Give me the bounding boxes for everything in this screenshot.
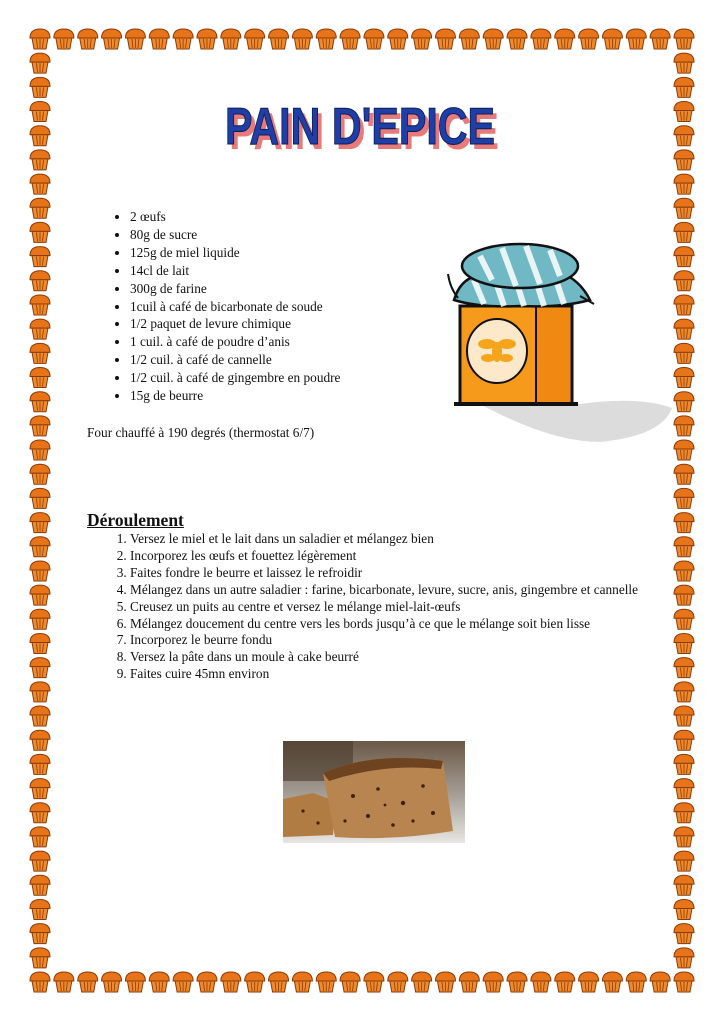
- muffin-icon: [316, 972, 336, 992]
- muffin-icon: [555, 29, 575, 49]
- muffin-icon: [30, 392, 50, 412]
- ingredient-item: • 300g de farine: [130, 280, 340, 298]
- muffin-icon: [30, 827, 50, 847]
- muffin-icon: [125, 972, 145, 992]
- muffin-icon: [674, 779, 694, 799]
- muffin-icon: [30, 368, 50, 388]
- muffin-icon: [245, 29, 265, 49]
- muffin-icon: [30, 222, 50, 242]
- muffin-icon: [674, 126, 694, 146]
- muffin-icon: [30, 779, 50, 799]
- muffin-icon: [364, 29, 384, 49]
- muffin-icon: [125, 29, 145, 49]
- muffin-icon: [30, 319, 50, 339]
- muffin-icon: [30, 585, 50, 605]
- muffin-icon: [30, 633, 50, 653]
- muffin-icon: [674, 827, 694, 847]
- muffin-icon: [269, 972, 289, 992]
- muffin-icon: [674, 464, 694, 484]
- muffin-icon: [30, 126, 50, 146]
- muffin-icon: [459, 972, 479, 992]
- muffin-icon: [674, 53, 694, 73]
- muffin-icon: [507, 972, 527, 992]
- muffin-icon: [316, 29, 336, 49]
- muffin-icon: [78, 29, 98, 49]
- ingredient-list: [88, 208, 340, 405]
- ingredient-item: • 1/2 paquet de levure chimique: [130, 315, 340, 333]
- muffin-icon: [149, 972, 169, 992]
- muffin-icon: [388, 972, 408, 992]
- muffin-icon: [674, 924, 694, 944]
- muffin-icon: [674, 102, 694, 122]
- muffin-icon: [674, 682, 694, 702]
- muffin-icon: [412, 29, 432, 49]
- muffin-icon: [507, 29, 527, 49]
- muffin-icon: [30, 102, 50, 122]
- muffin-icon: [674, 513, 694, 533]
- muffin-icon: [674, 77, 694, 97]
- muffin-icon: [626, 29, 646, 49]
- muffin-icon: [674, 29, 694, 49]
- muffin-icon: [674, 803, 694, 823]
- step-item: 6. Mélangez doucement du centre vers les bords jusqu’à ce que le mélange soit bien lisse: [130, 616, 690, 633]
- muffin-icon: [602, 29, 622, 49]
- step-item: 2. Incorporez les œufs et fouettez légèrement: [130, 548, 690, 565]
- muffin-icon: [78, 972, 98, 992]
- muffin-icon: [30, 682, 50, 702]
- muffin-icon: [30, 948, 50, 968]
- muffin-icon: [221, 29, 241, 49]
- ingredient-item: • 1/2 cuil. à café de cannelle: [130, 351, 340, 369]
- ingredient-item: • 80g de sucre: [130, 226, 340, 244]
- muffin-icon: [674, 488, 694, 508]
- step-item: 5. Creusez un puits au centre et versez le mélange miel-lait-œufs: [130, 599, 690, 616]
- muffin-icon: [340, 29, 360, 49]
- muffin-icon: [30, 730, 50, 750]
- muffin-icon: [30, 706, 50, 726]
- muffin-icon: [197, 972, 217, 992]
- muffin-icon: [674, 174, 694, 194]
- gingerbread-photo: [283, 741, 465, 843]
- muffin-icon: [674, 150, 694, 170]
- muffin-icon: [30, 609, 50, 629]
- muffin-icon: [30, 537, 50, 557]
- muffin-icon: [30, 150, 50, 170]
- ingredient-item: • 1/2 cuil. à café de gingembre en poudre: [130, 369, 340, 387]
- muffin-icon: [340, 972, 360, 992]
- muffin-icon: [531, 29, 551, 49]
- muffin-icon: [674, 948, 694, 968]
- muffin-icon: [435, 972, 455, 992]
- oven-note: Four chauffé à 190 degrés (thermostat 6/7): [87, 425, 315, 440]
- muffin-icon: [197, 29, 217, 49]
- title-shadow: PAIN D'EPICE: [229, 103, 499, 161]
- muffin-icon: [30, 198, 50, 218]
- muffin-icon: [579, 29, 599, 49]
- muffin-icon: [483, 29, 503, 49]
- ingredient-item: • 15g de beurre: [130, 387, 340, 405]
- step-item: 3. Faites fondre le beurre et laissez le refroidir: [130, 565, 690, 582]
- muffin-icon: [626, 972, 646, 992]
- step-item: 1. Versez le miel et le lait dans un saladier et mélangez bien: [130, 531, 690, 548]
- muffin-icon: [435, 29, 455, 49]
- steps-heading: Déroulement: [87, 510, 184, 530]
- ingredient-item: • 2 œufs: [130, 208, 340, 226]
- muffin-icon: [30, 464, 50, 484]
- muffin-icon: [30, 924, 50, 944]
- muffin-icon: [221, 972, 241, 992]
- muffin-icon: [173, 29, 193, 49]
- ingredient-item: • 125g de miel liquide: [130, 244, 340, 262]
- muffin-icon: [30, 29, 50, 49]
- muffin-icon: [30, 247, 50, 267]
- muffin-icon: [579, 972, 599, 992]
- step-item: 8. Versez la pâte dans un moule à cake beurré: [130, 649, 690, 666]
- muffin-icon: [555, 972, 575, 992]
- muffin-icon: [30, 851, 50, 871]
- muffin-icon: [102, 29, 122, 49]
- muffin-icon: [388, 29, 408, 49]
- muffin-icon: [30, 875, 50, 895]
- muffin-icon: [531, 972, 551, 992]
- muffin-icon: [459, 29, 479, 49]
- muffin-icon: [269, 29, 289, 49]
- muffin-icon: [245, 972, 265, 992]
- muffin-icon: [30, 658, 50, 678]
- muffin-icon: [650, 972, 670, 992]
- honey-jar-icon: [440, 236, 680, 450]
- muffin-icon: [30, 416, 50, 436]
- muffin-icon: [30, 899, 50, 919]
- ingredient-item: • 14cl de lait: [130, 262, 340, 280]
- muffin-icon: [102, 972, 122, 992]
- muffin-icon: [30, 295, 50, 315]
- title-text: PAIN D'EPICE: [225, 98, 495, 156]
- muffin-icon: [30, 77, 50, 97]
- muffin-icon: [602, 972, 622, 992]
- steps-list: [88, 531, 690, 683]
- muffin-icon: [650, 29, 670, 49]
- muffin-icon: [674, 851, 694, 871]
- muffin-icon: [30, 561, 50, 581]
- muffin-icon: [30, 343, 50, 363]
- ingredient-item: • 1 cuil. à café de poudre d’anis: [130, 333, 340, 351]
- muffin-icon: [30, 488, 50, 508]
- muffin-icon: [149, 29, 169, 49]
- muffin-icon: [674, 875, 694, 895]
- step-item: 9. Faites cuire 45mn environ: [130, 666, 690, 683]
- muffin-icon: [674, 730, 694, 750]
- muffin-icon: [674, 754, 694, 774]
- muffin-icon: [30, 271, 50, 291]
- muffin-icon: [483, 972, 503, 992]
- step-item: 4. Mélangez dans un autre saladier : farine, bicarbonate, levure, sucre, anis, gingembre et cannelle: [130, 582, 690, 599]
- muffin-icon: [54, 29, 74, 49]
- muffin-icon: [292, 972, 312, 992]
- muffin-icon: [30, 972, 50, 992]
- ingredient-item: • 1cuil à café de bicarbonate de soude: [130, 298, 340, 316]
- muffin-icon: [30, 513, 50, 533]
- muffin-icon: [364, 972, 384, 992]
- muffin-icon: [292, 29, 312, 49]
- muffin-icon: [30, 53, 50, 73]
- muffin-icon: [674, 899, 694, 919]
- muffin-icon: [674, 972, 694, 992]
- muffin-icon: [412, 972, 432, 992]
- muffin-icon: [30, 174, 50, 194]
- muffin-icon: [30, 440, 50, 460]
- muffin-icon: [54, 972, 74, 992]
- muffin-icon: [30, 754, 50, 774]
- muffin-icon: [30, 803, 50, 823]
- recipe-title: [215, 88, 505, 166]
- muffin-icon: [173, 972, 193, 992]
- muffin-icon: [674, 706, 694, 726]
- step-item: 7. Incorporez le beurre fondu: [130, 632, 690, 649]
- muffin-icon: [674, 198, 694, 218]
